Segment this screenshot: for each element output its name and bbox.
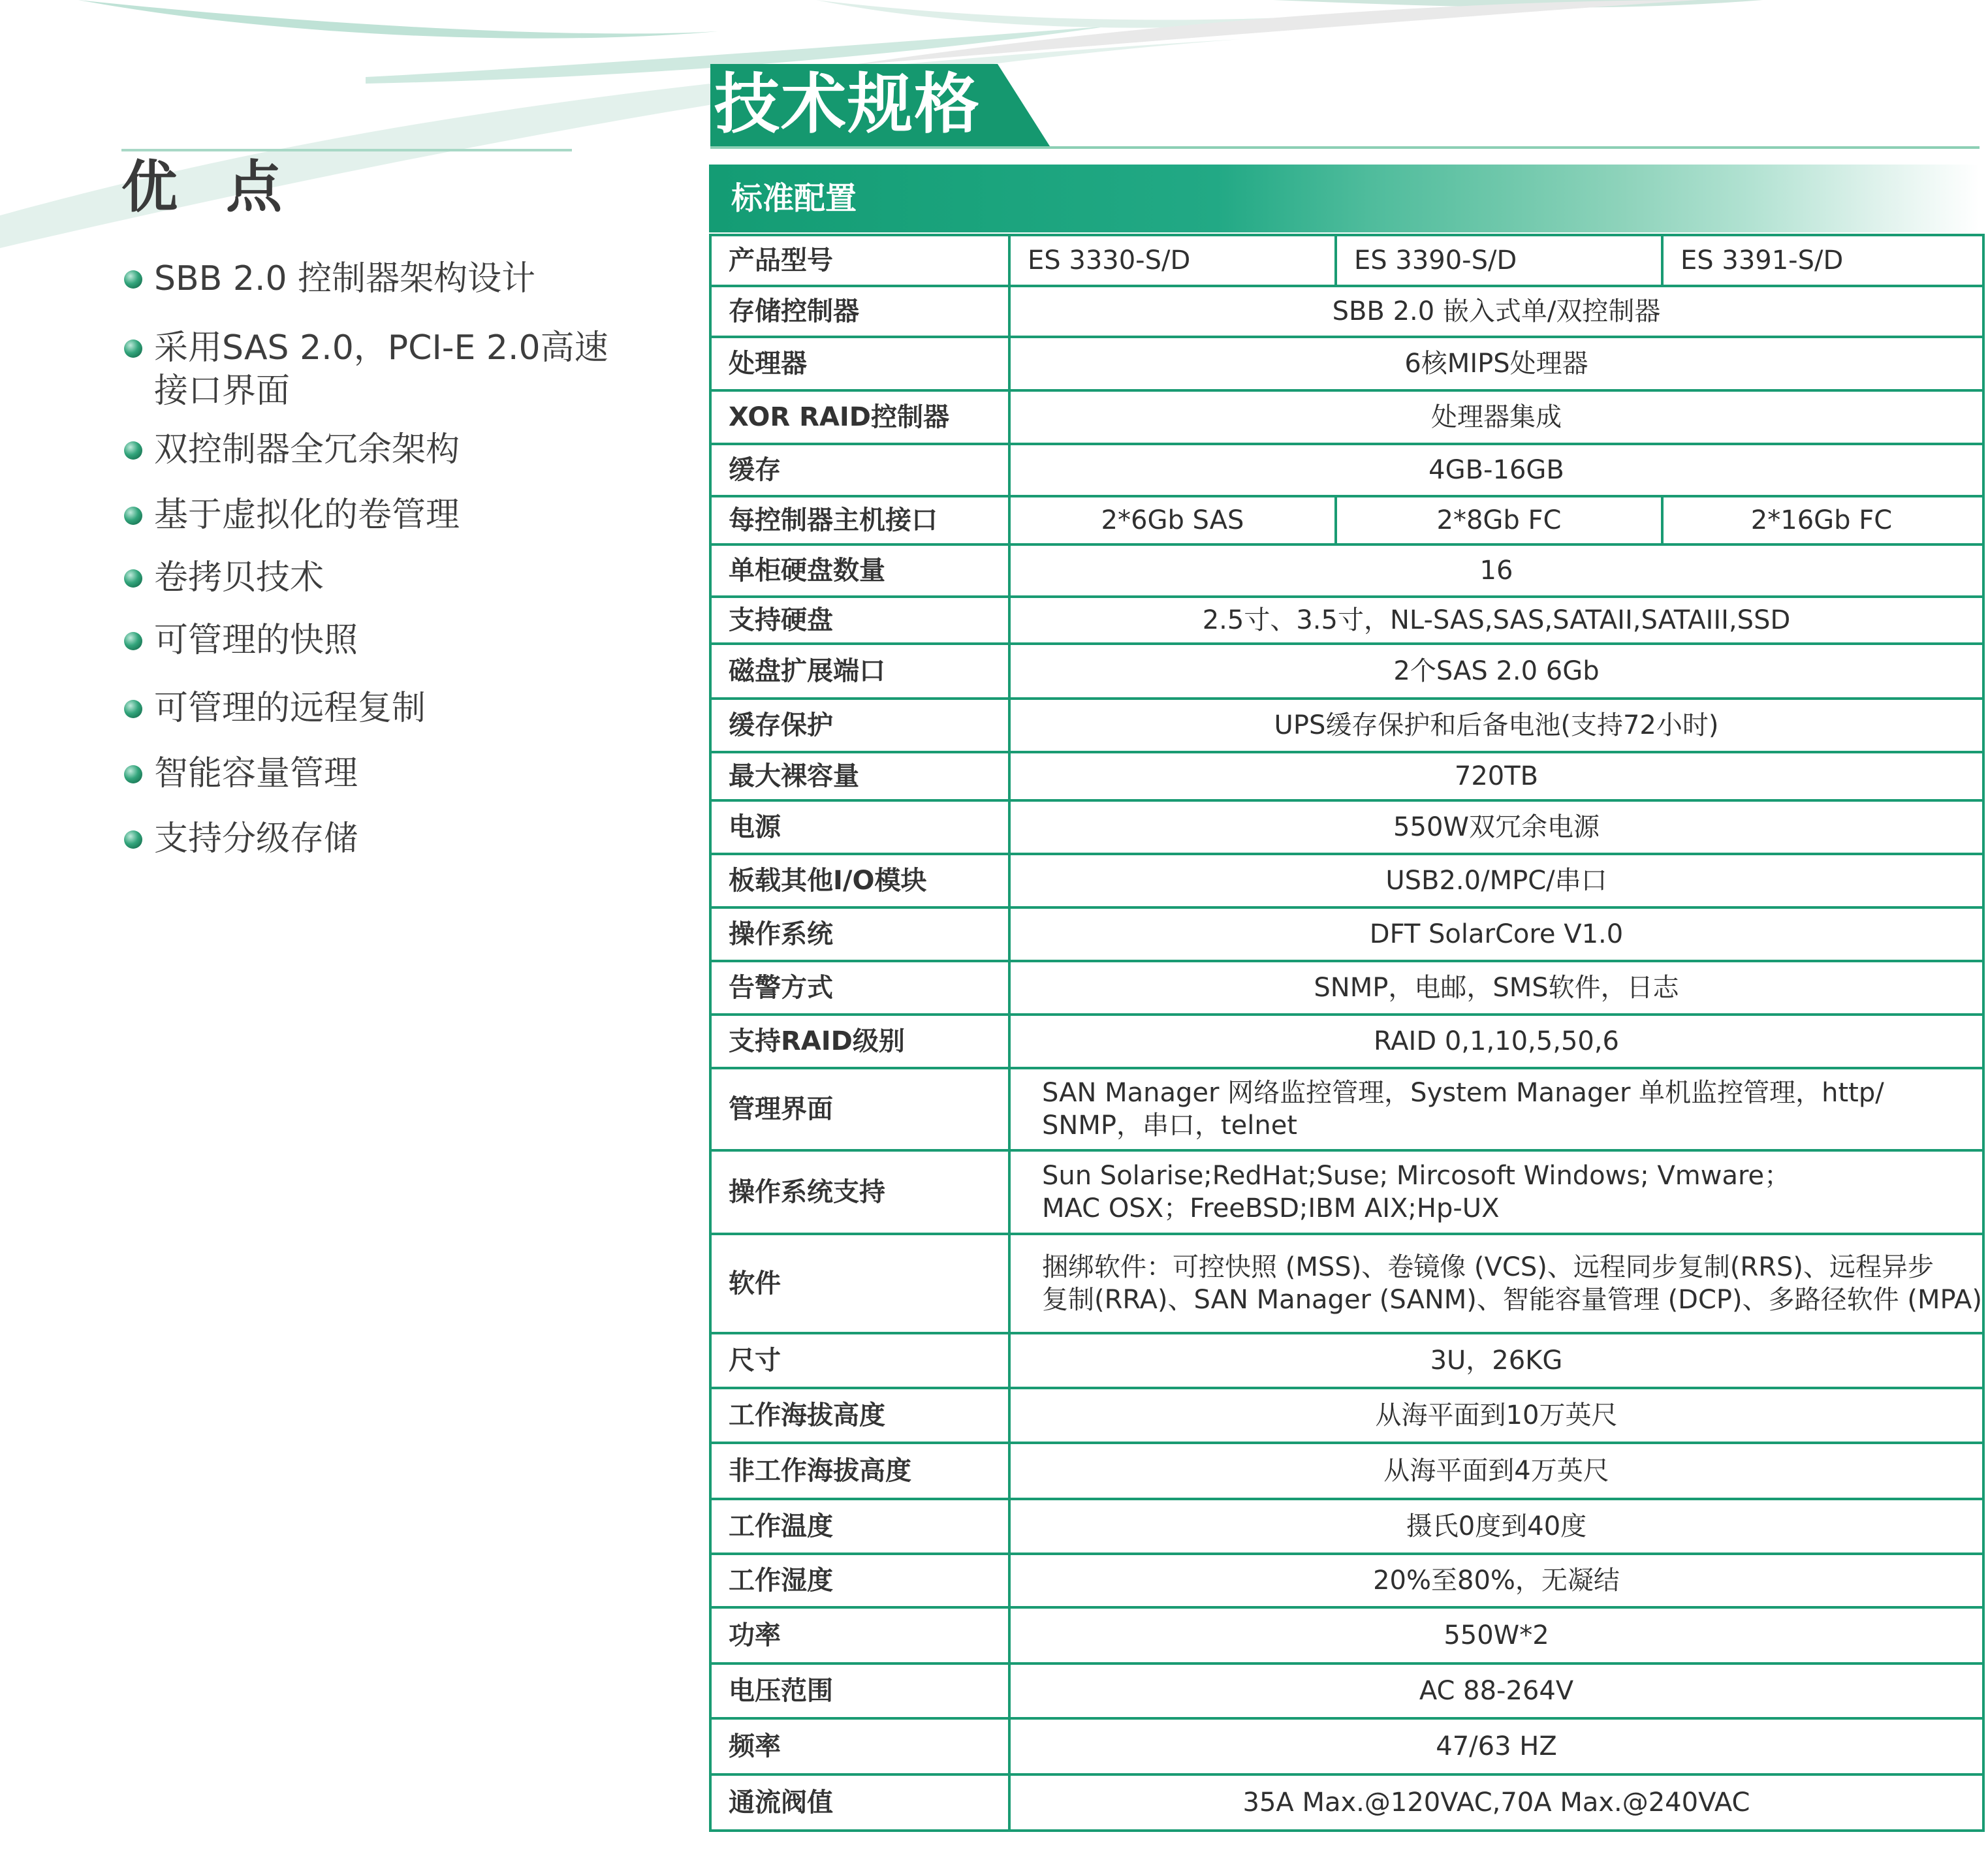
table-row <box>712 799 1982 853</box>
row-value <box>1008 1152 1982 1233</box>
row-value: 6核MIPS处理器 <box>1008 338 1982 389</box>
table-row <box>712 285 1982 336</box>
table-row <box>712 1067 1982 1149</box>
row-value: 550W*2 <box>1008 1609 1982 1662</box>
row-value: SNMP，电邮，SMS软件，日志 <box>1008 962 1982 1013</box>
row-label: 电压范围 <box>729 1676 833 1706</box>
row-label: 电源 <box>729 812 781 842</box>
table-row <box>712 236 1982 285</box>
table-row <box>712 1717 1982 1773</box>
row-value: 4GB-16GB <box>1008 445 1982 495</box>
row-value-line: 复制(RRA)、SAN Manager (SANM)、智能容量管理 (DCP)、多路径软件 (MPA) <box>1042 1285 1982 1315</box>
table-row <box>712 595 1982 642</box>
bullet-icon <box>124 270 142 289</box>
bullet-icon <box>124 569 142 588</box>
row-label: 处理器 <box>729 349 807 379</box>
row-value-line: Sun Solarise;RedHat;Suse; Mircosoft Windows; Vmware； <box>1042 1161 1791 1191</box>
row-label: 每控制器主机接口 <box>729 505 938 535</box>
table-row <box>712 853 1982 906</box>
row-value: 720TB <box>1008 753 1982 799</box>
table-row <box>712 1773 1982 1829</box>
row-value: 摄氏0度到40度 <box>1008 1500 1982 1553</box>
row-value: 从海平面到10万英尺 <box>1008 1389 1982 1442</box>
bullet-icon <box>124 632 142 650</box>
row-label: 缓存 <box>729 455 781 485</box>
row-label: 支持硬盘 <box>729 605 833 635</box>
page-title: 技术规格 <box>714 66 981 142</box>
table-row <box>712 495 1982 543</box>
row-value-line: MAC OSX；FreeBSD;IBM AIX;Hp-UX <box>1042 1193 1500 1223</box>
bullet-icon <box>124 830 142 849</box>
row-value: AC 88-264V <box>1008 1665 1982 1717</box>
row-value <box>1008 1069 1982 1149</box>
table-row <box>712 697 1982 751</box>
row-value: 2个SAS 2.0 6Gb <box>1008 645 1982 697</box>
section-title: 标准配置 <box>731 180 857 217</box>
table-row <box>712 1553 1982 1606</box>
table-row <box>712 1498 1982 1553</box>
row-value <box>1008 1235 1982 1332</box>
row-label: 磁盘扩展端口 <box>729 656 885 686</box>
row-value: 47/63 HZ <box>1008 1720 1982 1773</box>
row-label: 存储控制器 <box>729 296 859 326</box>
table-row <box>712 1442 1982 1498</box>
host-port-cell: 2*6Gb SAS <box>1008 497 1334 543</box>
row-label: 板载其他I/O模块 <box>729 866 927 896</box>
section-header-bar <box>709 165 1980 232</box>
row-value: 16 <box>1008 546 1982 595</box>
table-row <box>712 1387 1982 1442</box>
advantages-title: 优 点 <box>121 155 296 220</box>
row-label: 工作海拔高度 <box>729 1400 885 1430</box>
table-row <box>712 1662 1982 1717</box>
row-label: 最大裸容量 <box>729 761 859 791</box>
table-row <box>712 751 1982 799</box>
spec-divider <box>710 146 1980 149</box>
row-label: 支持RAID级别 <box>729 1026 905 1056</box>
row-label: 非工作海拔高度 <box>729 1456 911 1486</box>
bullet-icon <box>124 441 142 460</box>
row-value: DFT SolarCore V1.0 <box>1008 909 1982 960</box>
row-value: 20%至80%，无凝结 <box>1008 1555 1982 1606</box>
row-label: 操作系统 <box>729 919 833 949</box>
table-row <box>712 1332 1982 1387</box>
row-label: 管理界面 <box>729 1094 833 1124</box>
row-value: 550W双冗余电源 <box>1008 802 1982 853</box>
table-row <box>712 906 1982 960</box>
row-label: 操作系统支持 <box>729 1177 885 1207</box>
row-label: XOR RAID控制器 <box>729 402 949 432</box>
row-value: 35A Max.@120VAC,70A Max.@240VAC <box>1008 1776 1982 1829</box>
table-row <box>712 336 1982 389</box>
bullet-icon <box>124 339 142 358</box>
table-row <box>712 960 1982 1013</box>
bullet-icon <box>124 765 142 783</box>
model-cell: ES 3330-S/D <box>1008 236 1334 285</box>
row-value: UPS缓存保护和后备电池(支持72小时) <box>1008 700 1982 751</box>
row-value: 从海平面到4万英尺 <box>1008 1444 1982 1498</box>
row-label: 工作温度 <box>729 1511 833 1541</box>
table-row <box>712 642 1982 697</box>
table-row <box>712 1013 1982 1067</box>
bullet-icon <box>124 700 142 718</box>
table-row <box>712 1233 1982 1332</box>
row-value: 2.5寸、3.5寸，NL-SAS,SAS,SATAII,SATAIII,SSD <box>1008 598 1982 642</box>
row-label: 单柜硬盘数量 <box>729 556 885 586</box>
row-label: 软件 <box>729 1269 781 1299</box>
row-label: 产品型号 <box>729 245 833 276</box>
row-label: 频率 <box>729 1731 781 1761</box>
row-value: USB2.0/MPC/串口 <box>1008 855 1982 906</box>
row-value-line: 捆绑软件：可控快照 (MSS)、卷镜像 (VCS)、远程同步复制(RRS)、远程异步 <box>1042 1252 1934 1282</box>
model-cell: ES 3390-S/D <box>1334 236 1661 285</box>
row-label: 告警方式 <box>729 973 833 1003</box>
row-value-line: SNMP，串口，telnet <box>1042 1111 1297 1141</box>
row-label: 工作湿度 <box>729 1566 833 1596</box>
row-label: 尺寸 <box>729 1346 781 1376</box>
table-row <box>712 1606 1982 1662</box>
spec-table <box>709 234 1985 1832</box>
row-value: SBB 2.0 嵌入式单/双控制器 <box>1008 287 1982 336</box>
row-value: 3U，26KG <box>1008 1334 1982 1387</box>
row-value: RAID 0,1,10,5,50,6 <box>1008 1016 1982 1067</box>
row-value-line: SAN Manager 网络监控管理，System Manager 单机监控管理，http/ <box>1042 1078 1884 1108</box>
table-row <box>712 443 1982 495</box>
table-row <box>712 389 1982 443</box>
host-port-cell: 2*8Gb FC <box>1334 497 1661 543</box>
row-label: 缓存保护 <box>729 710 833 740</box>
row-label: 功率 <box>729 1620 781 1650</box>
model-cell: ES 3391-S/D <box>1661 236 1980 285</box>
bullet-icon <box>124 507 142 525</box>
table-row <box>712 543 1982 595</box>
row-label: 通流阀值 <box>729 1788 833 1818</box>
host-port-cell: 2*16Gb FC <box>1661 497 1980 543</box>
row-value: 处理器集成 <box>1008 392 1982 443</box>
table-row <box>712 1149 1982 1233</box>
